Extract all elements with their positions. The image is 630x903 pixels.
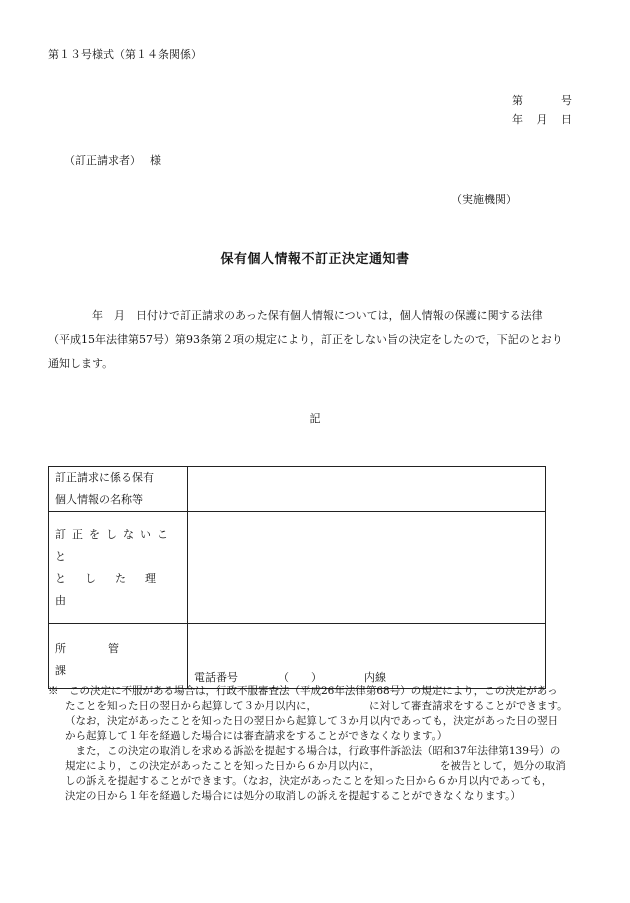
row-value[interactable] xyxy=(188,624,546,689)
label-line xyxy=(55,524,181,568)
phone-line xyxy=(194,669,386,685)
label-text: 所管課 xyxy=(55,642,161,677)
body-text xyxy=(48,304,588,376)
row-label xyxy=(49,512,188,624)
label-text: 個人情報の名称等 xyxy=(55,493,143,506)
label-line xyxy=(55,467,181,489)
document-date xyxy=(512,111,572,127)
notice-text: 規定により，この決定があったことを知った日から６か月以内に， xyxy=(65,760,380,772)
row-label xyxy=(49,467,188,512)
row-value[interactable] xyxy=(188,467,546,512)
label-line xyxy=(55,568,181,612)
notice-line xyxy=(52,759,592,774)
recipient: （訂正請求者） 様 xyxy=(64,154,161,167)
table-row xyxy=(49,512,546,624)
document-number xyxy=(512,92,572,108)
notice-text: この決定に不服がある場合は，行政不服審査法（平成26年法律第68号）の規定により，この決定があっ xyxy=(69,685,558,697)
notice-line xyxy=(52,744,592,759)
date-day: 日 xyxy=(561,113,572,126)
label-text: 訂正請求に係る保有 xyxy=(55,471,154,484)
date-month: 月 xyxy=(536,113,548,126)
label-line xyxy=(55,489,181,511)
notice-line: しの訴えを提起することができます。（なお，決定があったことを知った日から６か月以内であっても， xyxy=(65,775,553,787)
notice-line: から起算して１年を経過した場合には審査請求をすることができなくなります。） xyxy=(65,730,448,742)
document-number-suffix: 号 xyxy=(561,94,572,107)
body-line: （平成15年法律第57号）第93条第２項の規定により，訂正をしない旨の決定をしたので，下記のとおり xyxy=(48,333,563,346)
label-text: とした理由 xyxy=(55,571,175,607)
phone-area xyxy=(188,624,545,688)
label-text: 訂正をしないこと xyxy=(55,527,174,563)
notice-text: また，この決定の取消しを求める訴訟を提起する場合は，行政事件訴訟法（昭和37年法律第139号）の xyxy=(75,745,561,757)
body-line: 通知します。 xyxy=(48,357,114,370)
document-title: 保有個人情報不訂正決定通知書 xyxy=(220,252,410,267)
notice-line: （なお，決定があったことを知った日の翌日から起算して３か月以内であっても，決定があった日の翌日 xyxy=(65,715,559,727)
table-row xyxy=(49,467,546,512)
info-table xyxy=(48,466,546,689)
notice-mark: ※ xyxy=(48,685,59,697)
label-line xyxy=(55,638,181,682)
appeal-notice xyxy=(48,684,592,804)
row-label xyxy=(49,624,188,689)
notice-line xyxy=(48,684,592,699)
notice-text: たことを知った日の翌日から起算して３か月以内に， xyxy=(65,700,317,712)
extension-label: 内線 xyxy=(364,671,386,684)
notice-text: に対して審査請求をすることができます。 xyxy=(369,700,568,712)
body-line: 年 月 日付けで訂正請求のあった保有個人情報については，個人情報の保護に関する法律 xyxy=(48,309,543,322)
document-number-prefix: 第 xyxy=(512,94,523,107)
date-year: 年 xyxy=(512,113,523,126)
form-number: 第１３号様式（第１４条関係） xyxy=(48,48,202,61)
phone-label: 電話番号 xyxy=(194,671,238,684)
note-heading: 記 xyxy=(309,412,321,425)
issuing-agency: （実施機関） xyxy=(451,193,517,206)
notice-text: を被告として，処分の取消 xyxy=(439,760,566,772)
phone-area-code: （ ） xyxy=(278,671,322,684)
notice-line xyxy=(52,699,592,714)
notice-line: 決定の日から１年を経過した場合には処分の取消しの訴えを提起することができなくなります。） xyxy=(65,790,521,802)
row-value[interactable] xyxy=(188,512,546,624)
table-row xyxy=(49,624,546,689)
